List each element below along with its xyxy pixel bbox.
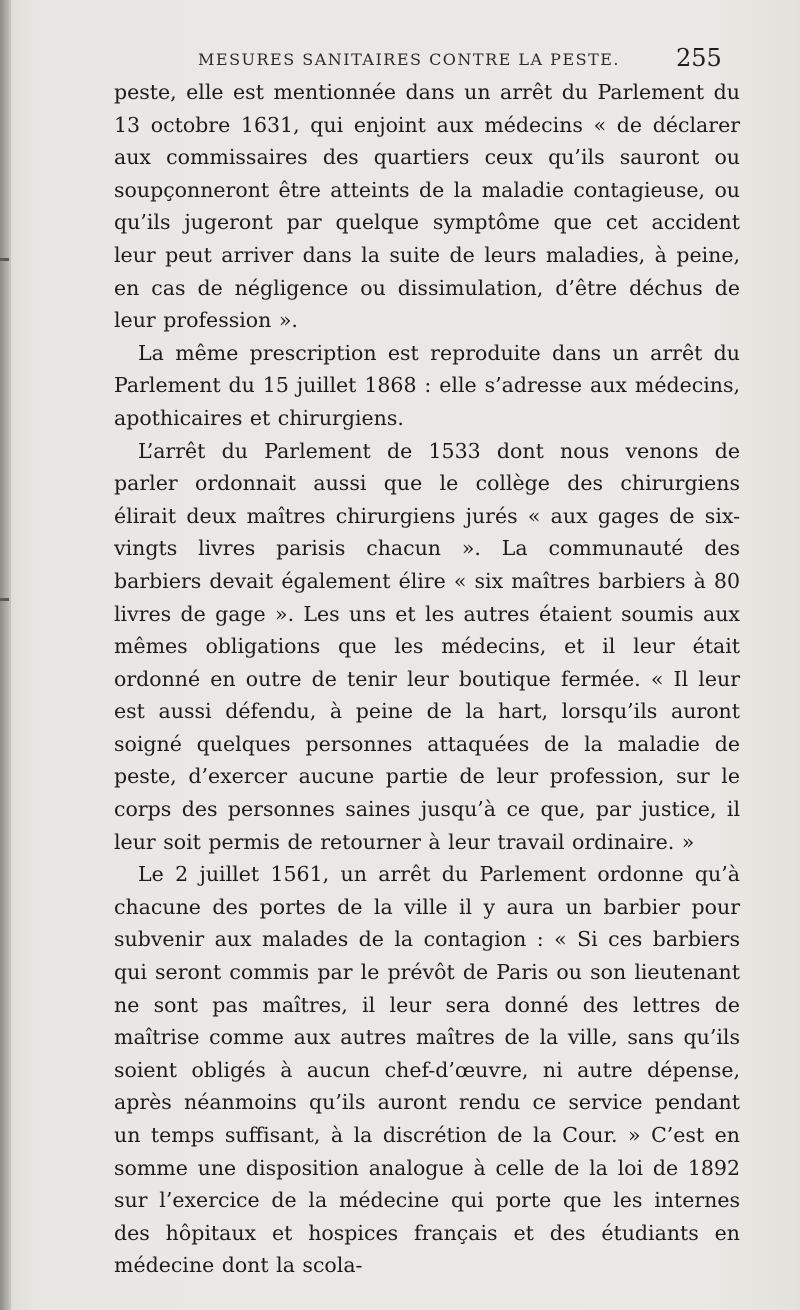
body-text bbox=[114, 76, 740, 1282]
running-title: MESURES SANITAIRES CONTRE LA PESTE. bbox=[198, 50, 621, 69]
edge-mark bbox=[0, 258, 9, 261]
paragraph-continuation: peste, elle est mentionnée dans un arrêt du Parlement du 13 octobre 1631, qui enjoint aux médecins « de déclarer aux commissaires des quartiers ceux qu’ils sauront ou soupçonneront être atteints de la maladie contagieuse, ou qu’ils jugeront par quelque symptôme que cet accident leur peut arriver dans la suite de leurs maladies, à peine, en cas de négligence ou dissimulation, d’être déchus de leur profession ». bbox=[114, 80, 740, 333]
paragraph: Le 2 juillet 1561, un arrêt du Parlement ordonne qu’à chacune des portes de la ville il y aura un barbier pour subvenir aux malades de la contagion : « Si ces barbiers qui seront commis par le prévôt de Paris ou son lieutenant ne sont pas maîtres, il leur sera donné des lettres de maîtrise comme aux autres maîtres de la ville, sans qu’ils soient obligés à aucun chef-d’œuvre, ni autre dépense, après néanmoins qu’ils auront rendu ce service pendant un temps suffisant, à la discrétion de la Cour. » C’est en somme une disposition analogue à celle de la loi de 1892 sur l’exercice de la médecine qui porte que les internes des hôpitaux et hospices français et des étudiants en médecine dont la scola- bbox=[114, 862, 740, 1278]
binding-edge bbox=[0, 0, 11, 1310]
edge-mark bbox=[0, 598, 9, 601]
paragraph: La même prescription est reproduite dans un arrêt du Parlement du 15 juillet 1868 : elle s’adresse aux médecins, apothicaires et chirurgiens. bbox=[114, 340, 740, 430]
paragraph: L’arrêt du Parlement de 1533 dont nous venons de parler ordonnait aussi que le collège des chirurgiens élirait deux maîtres chirurgiens jurés « aux gages de six-vingts livres parisis chacun ». La communauté des barbiers devait également élire « six maîtres barbiers à 80 livres de gage ». Les uns et les autres étaient soumis aux mêmes obligations que les médecins, et il leur était ordonné en outre de tenir leur boutique fermée. « Il leur est aussi défendu, à peine de la hart, lorsqu’ils auront soigné quelques personnes attaquées de la maladie de peste, d’exercer aucune partie de leur profession, sur le corps des personnes saines jusqu’à ce que, par justice, il leur soit permis de retourner à leur travail ordinaire. » bbox=[114, 438, 740, 854]
page-number: 255 bbox=[676, 44, 722, 72]
page-header bbox=[0, 44, 800, 74]
